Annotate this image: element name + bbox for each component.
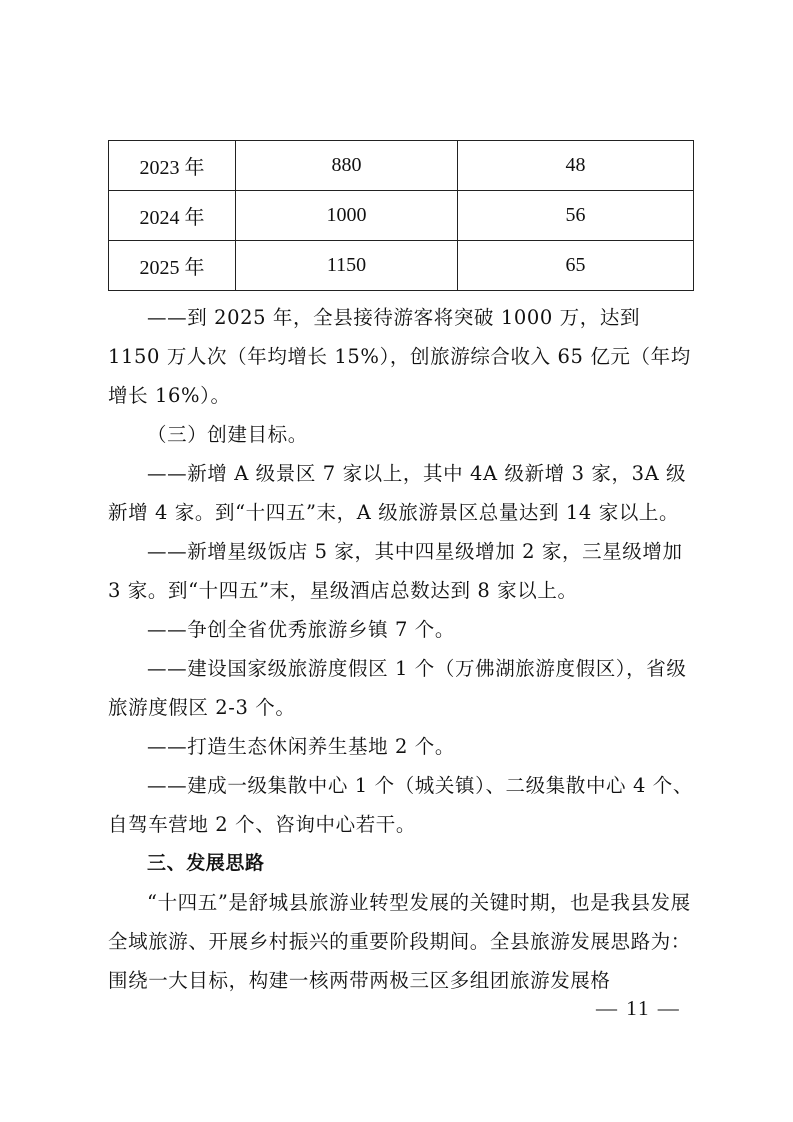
table-row bbox=[109, 191, 694, 241]
table-row bbox=[109, 241, 694, 291]
visitors-cell: 880 bbox=[236, 141, 458, 191]
paragraph-star-hotels: ——新增星级饭店 5 家，其中四星级增加 2 家，三星级增加 3 家。到“十四五”末，星级酒店总数达到 8 家以上。 bbox=[108, 540, 683, 602]
paragraph-excellent-towns: ——争创全省优秀旅游乡镇 7 个。 bbox=[147, 618, 456, 641]
tourism-targets-table bbox=[108, 140, 694, 291]
visitors-cell: 1150 bbox=[236, 241, 458, 291]
paragraph-eco-bases: ——打造生态休闲养生基地 2 个。 bbox=[147, 735, 456, 758]
section-heading-creation-goals: （三）创建目标。 bbox=[147, 423, 308, 446]
year-cell: 2025 年 bbox=[109, 241, 236, 291]
paragraph-resorts: ——建设国家级旅游度假区 1 个（万佛湖旅游度假区），省级旅游度假区 2-3 个。 bbox=[108, 657, 687, 719]
paragraph-development-ideas: “十四五”是舒城县旅游业转型发展的关键时期，也是我县发展全域旅游、开展乡村振兴的重要阶段期间。全县旅游发展思路为：围绕一大目标，构建一核两带两极三区多组团旅游发展格 bbox=[108, 891, 691, 992]
revenue-cell: 48 bbox=[458, 141, 694, 191]
section-heading-development-ideas: 三、发展思路 bbox=[147, 852, 265, 874]
paragraph-distribution-centers: ——建成一级集散中心 1 个（城关镇）、二级集散中心 4 个、自驾车营地 2 个、咨询中心若干。 bbox=[108, 774, 693, 836]
year-cell: 2024 年 bbox=[109, 191, 236, 241]
paragraph-a-level-scenic: ——新增 A 级景区 7 家以上，其中 4A 级新增 3 家，3A 级新增 4 家。到“十四五”末，A 级旅游景区总量达到 14 家以上。 bbox=[108, 462, 687, 524]
revenue-cell: 65 bbox=[458, 241, 694, 291]
page-number: — 11 — bbox=[596, 996, 681, 1020]
visitors-cell: 1000 bbox=[236, 191, 458, 241]
paragraph-visitor-target: ——到 2025 年，全县接待游客将突破 1000 万，达到 1150 万人次（年均增长 15%），创旅游综合收入 65 亿元（年均增长 16%）。 bbox=[108, 306, 691, 407]
year-cell: 2023 年 bbox=[109, 141, 236, 191]
revenue-cell: 56 bbox=[458, 191, 694, 241]
table-row bbox=[109, 141, 694, 191]
